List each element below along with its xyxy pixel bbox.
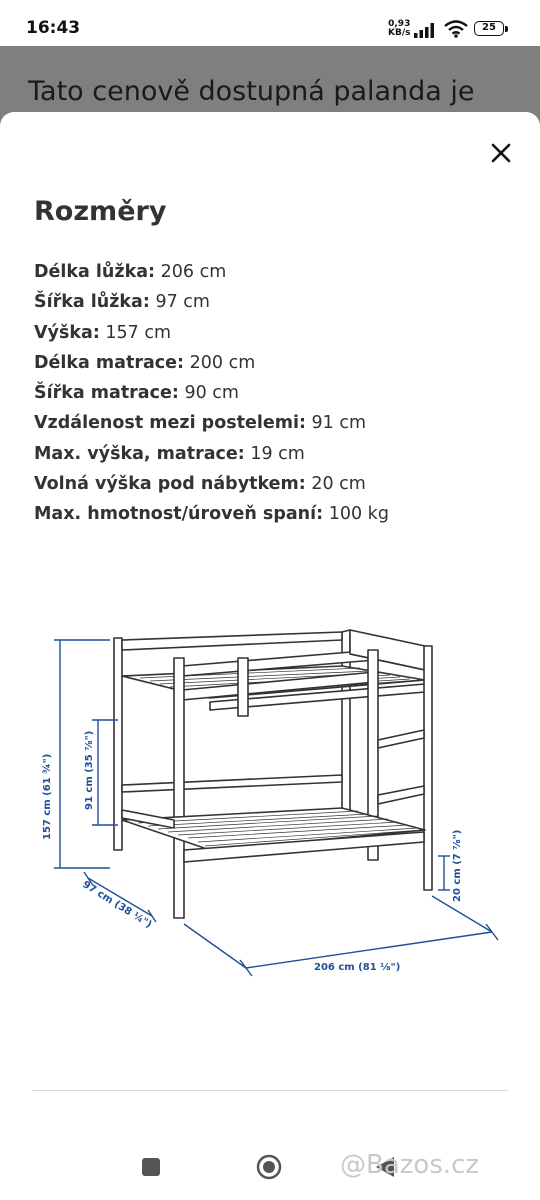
dimension-value: 100 kg — [328, 504, 389, 525]
dimension-label: Délka lůžka: — [34, 262, 156, 282]
length-dimension-label: 206 cm (81 ⅛") — [314, 962, 401, 973]
dimension-value: 206 cm — [160, 262, 227, 282]
network-speed-unit: KB/s — [388, 28, 411, 38]
dimension-label: Max. hmotnost/úroveň spaní: — [34, 504, 324, 525]
dimension-value: 90 cm — [184, 383, 239, 404]
wifi-icon — [444, 20, 468, 38]
height-dimension-label: 157 cm (61 ¾") — [42, 753, 53, 840]
dimension-label: Výška: — [34, 322, 100, 343]
dimension-value: 200 cm — [189, 352, 256, 373]
dimension-label: Šířka lůžka: — [34, 292, 150, 313]
dimension-value: 91 cm — [311, 413, 367, 434]
dimension-item — [34, 379, 389, 409]
dimension-value: 19 cm — [250, 443, 305, 464]
dimension-item — [34, 349, 389, 379]
dimension-label: Max. výška, matrace: — [34, 443, 245, 464]
dimension-value: 20 cm — [311, 474, 366, 495]
sheet-title: Rozměry — [34, 196, 167, 227]
status-time: 16:43 — [26, 18, 81, 38]
watermark: @Bazos.cz — [340, 1150, 480, 1180]
dimension-item — [34, 409, 389, 439]
dimension-label: Vzdálenost mezi postelemi: — [34, 413, 306, 434]
divider — [32, 1090, 508, 1091]
dimension-item — [34, 319, 389, 349]
close-button[interactable] — [486, 138, 516, 168]
page-title-behind: Tato cenově dostupná palanda je — [28, 76, 475, 107]
depth-dimension-label: 97 cm (38 ¼") — [80, 879, 154, 931]
dimension-item — [34, 288, 389, 318]
dimension-label: Šířka matrace: — [34, 383, 179, 404]
battery-icon: 25 — [474, 21, 504, 36]
battery-tip — [505, 26, 508, 32]
dimension-item — [34, 470, 389, 500]
dimension-label: Volná výška pod nábytkem: — [34, 474, 306, 495]
status-bar — [0, 0, 540, 46]
dimension-item — [34, 500, 389, 530]
recent-apps-button[interactable] — [142, 1158, 160, 1176]
dimension-value: 97 cm — [155, 292, 210, 313]
network-speed-value: 0,93 — [388, 19, 411, 29]
dimension-value: 157 cm — [105, 322, 172, 343]
close-icon — [491, 143, 511, 163]
bunk-bed-diagram — [30, 610, 510, 990]
between-dimension-label: 91 cm (35 ⅞") — [84, 730, 95, 810]
dimension-item — [34, 440, 389, 470]
dimensions-list — [34, 258, 389, 531]
home-button[interactable] — [256, 1154, 282, 1180]
dimension-label: Délka matrace: — [34, 352, 185, 373]
dimension-item — [34, 258, 389, 288]
signal-icon — [414, 22, 438, 38]
network-speed — [388, 20, 410, 38]
clearance-dimension-label: 20 cm (7 ⅞") — [452, 829, 463, 902]
